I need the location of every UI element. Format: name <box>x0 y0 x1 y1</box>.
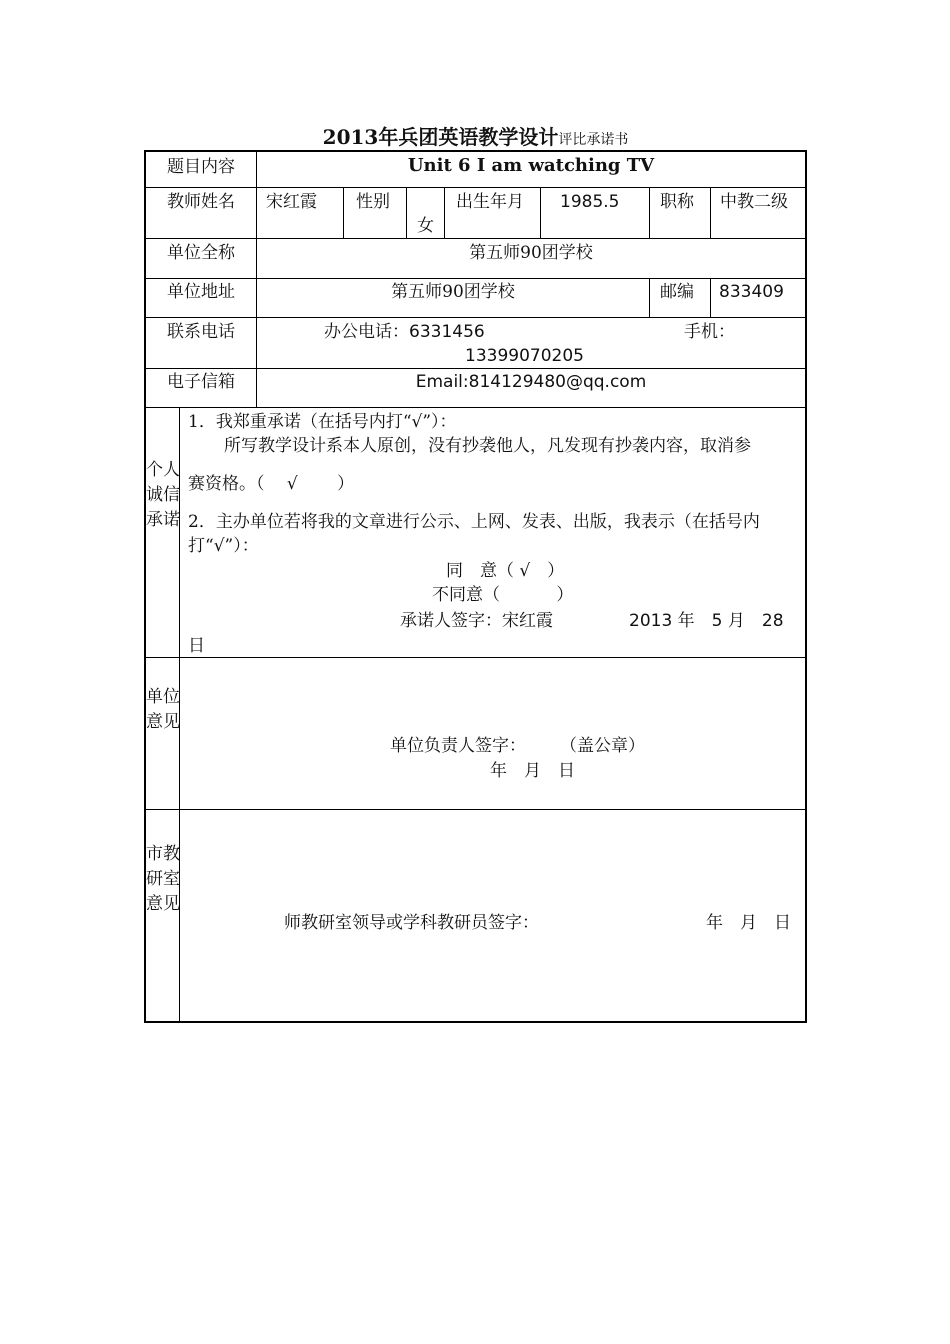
col-divider <box>540 187 541 238</box>
col-divider <box>343 187 344 238</box>
phone-label: 联系电话 <box>167 322 235 342</box>
postcode-value: 833409 <box>719 282 784 302</box>
row-divider <box>146 407 805 408</box>
birth-value: 1985.5 <box>560 192 620 212</box>
item1-head: 1．我郑重承诺（在括号内打“√”）： <box>188 412 457 432</box>
document-title <box>144 124 807 153</box>
email-label: 电子信箱 <box>167 372 235 392</box>
col-divider <box>406 187 407 238</box>
title-value: 中教二级 <box>720 192 788 212</box>
unit-opinion-label: 单位意见 <box>146 687 180 732</box>
disagree-option: 不同意（ ） <box>432 585 574 605</box>
city-opinion-label: 市教研室意见 <box>146 844 180 914</box>
sign-date: 2013 年 5 月 28 <box>629 611 784 631</box>
topic-value: Unit 6 I am watching TV <box>407 155 655 176</box>
col-divider <box>649 278 650 317</box>
agree-option: 同 意（ √ ） <box>446 561 565 581</box>
unit-name-value: 第五师90团学校 <box>469 243 593 263</box>
item2-line2: 打“√”）： <box>188 536 259 556</box>
unit-address-value: 第五师90团学校 <box>391 282 515 302</box>
gender-value: 女 <box>417 216 434 236</box>
row-divider <box>146 317 805 318</box>
col-divider <box>710 187 711 238</box>
col-divider <box>444 187 445 238</box>
title-suffix: 评比承诺书 <box>558 132 629 148</box>
gender-label: 性别 <box>356 192 390 212</box>
col-divider <box>710 278 711 317</box>
signer: 承诺人签字：宋红霞 <box>400 611 553 631</box>
row-divider <box>146 278 805 279</box>
row-divider <box>146 187 805 188</box>
title-main: 2013年兵团英语教学设计 <box>322 125 559 149</box>
birth-label: 出生年月 <box>456 192 524 212</box>
office-phone: 办公电话：6331456 <box>324 322 485 342</box>
teacher-name-label: 教师姓名 <box>167 192 235 212</box>
title-label: 职称 <box>660 192 694 212</box>
item1-body-line2: 赛资格。（ √ ） <box>188 474 355 494</box>
city-opinion-date: 年 月 日 <box>706 913 791 933</box>
integrity-label: 个人诚信承诺 <box>146 460 180 530</box>
item1-body-line1: 所写教学设计系本人原创，没有抄袭他人，凡发现有抄袭内容，取消参 <box>224 436 751 456</box>
item2-line1: 2．主办单位若将我的文章进行公示、上网、发表、出版，我表示（在括号内 <box>188 512 760 532</box>
postcode-label: 邮编 <box>660 282 694 302</box>
mobile-label: 手机： <box>684 322 735 342</box>
topic-label: 题目内容 <box>167 157 235 177</box>
row-divider <box>146 238 805 239</box>
email-value: Email:814129480@qq.com <box>415 372 647 392</box>
sign-date-day: 日 <box>188 636 205 656</box>
unit-name-label: 单位全称 <box>167 243 235 263</box>
city-opinion-sign: 师教研室领导或学科教研员签字： <box>284 913 539 933</box>
col-divider <box>649 187 650 238</box>
commitment-form <box>144 150 807 1023</box>
unit-address-label: 单位地址 <box>167 282 235 302</box>
unit-opinion-sign: 单位负责人签字： （盖公章） <box>390 736 645 756</box>
mobile-value: 13399070205 <box>465 346 584 366</box>
teacher-name: 宋红霞 <box>266 192 317 212</box>
row-divider <box>146 368 805 369</box>
row-divider <box>146 809 805 810</box>
row-divider <box>146 657 805 658</box>
unit-opinion-date: 年 月 日 <box>490 761 575 781</box>
